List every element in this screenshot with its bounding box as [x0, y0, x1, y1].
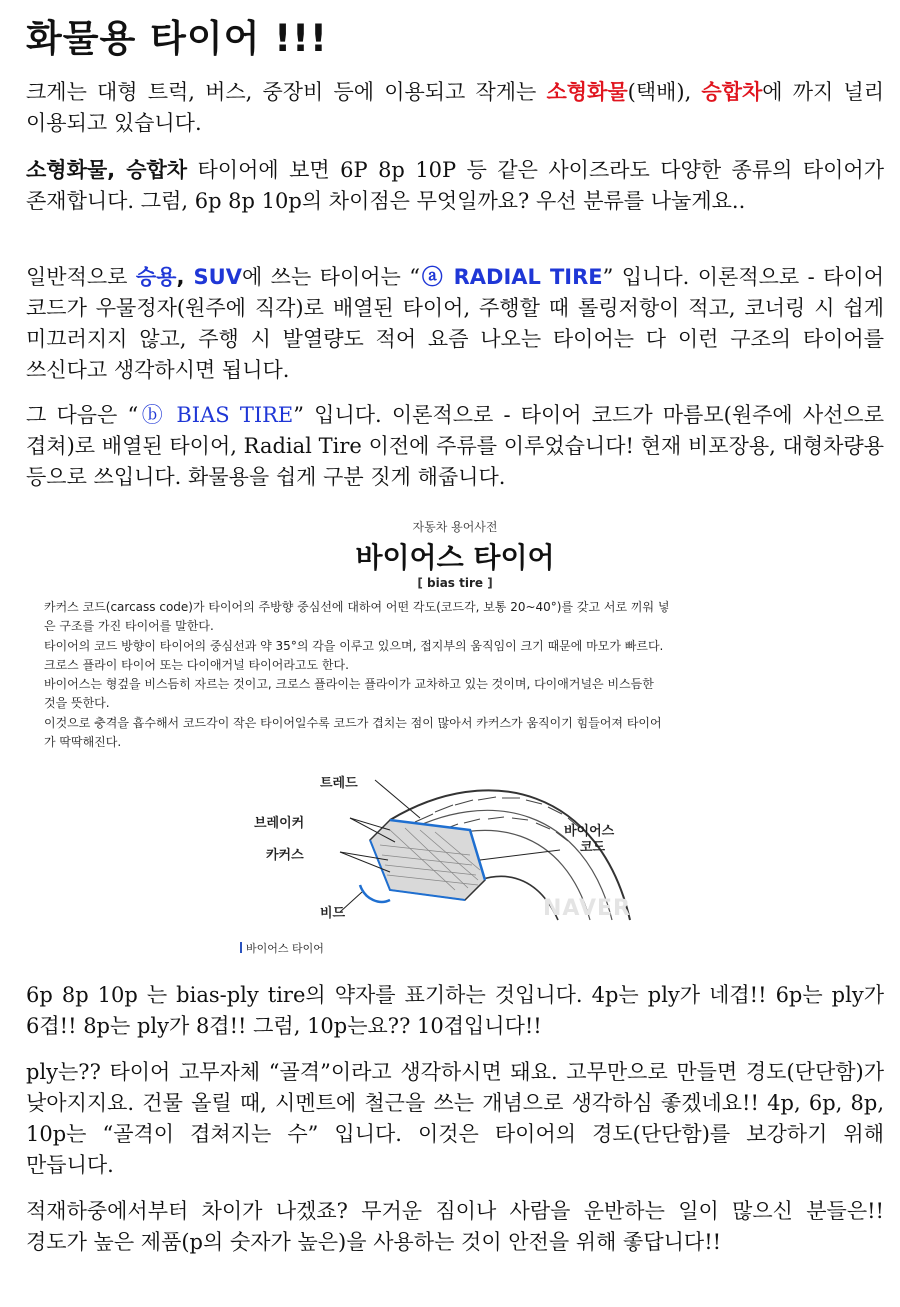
p2-sep: ,: [107, 158, 127, 182]
highlight-small-cargo: 소형화물: [546, 80, 628, 104]
diagram-caption: [240, 940, 324, 956]
paragraph-load-advice: 적재하중에서부터 차이가 나겠죠? 무거운 짐이나 사람을 운반하는 일이 많으신 분들은!! 경도가 높은 제품(p의 숫자가 높은)을 사용하는 것이 안전을 위해 좋답니다!!: [26, 1199, 884, 1254]
label-bead: 비드: [320, 906, 346, 921]
dictionary-line: 바이어스는 형겊을 비스듬히 자르는 것이고, 크로스 플라이는 플라이가 교차하고 있는 것이며, 다이애거널은 비스듬한: [44, 677, 654, 692]
p1-text-post: 에 까지 널리 이용되고 있습니다.: [26, 80, 884, 135]
page-title: 화물용 타이어 !!!: [26, 17, 328, 60]
paragraph-ply-frame: ply는?? 타이어 고무자체 “골격”이라고 생각하시면 돼요. 고무만으로 만들면 경도(단단함)가 낮아지지요. 건물 올릴 때, 시멘트에 철근을 쓰는 개념으로 생각하심 좋겠네요!! 4p, 6p, 8p, 10p는 “골격이 겹쳐지는 수” 입니다. 이것은 타이어의 경도(단단함)를 보강하기 위해 만듭니다.: [26, 1060, 884, 1177]
p3-text-post: ” 입니다. 이론적으로 - 타이어 코드가 우물정자(원주에 직각)로 배열된 타이어, 주행할 때 롤링저항이 적고, 코너링 시 쉽게 미끄러지지 않고, 주행 시 발열량도 적어 요즘 나오는 타이어는 다 이런 구조의 타이어를 쓰신다고 생각하시면 됩니다.: [26, 265, 885, 382]
highlight-suv: SUV: [193, 265, 242, 289]
dictionary-subtitle-text: bias tire: [426, 576, 484, 590]
bold-small-cargo: 소형화물: [26, 158, 108, 182]
p3-text-mid: 에 쓰는 타이어는 “: [241, 265, 420, 289]
dictionary-category: 자동차 용어사전: [412, 520, 498, 534]
p4-text-pre: 그 다음은 “: [26, 403, 139, 427]
p3-sep: ,: [176, 265, 194, 289]
label-bias-cord-1: 바이어스: [564, 824, 615, 839]
dictionary-line: 카커스 코드(carcass code)가 타이어의 주방향 중심선에 대하여 어떤 각도(코드각, 보통 20~40°)를 갖고 서로 끼워 넣: [44, 600, 670, 614]
highlight-radial-tire: ⓐ RADIAL TIRE: [420, 265, 603, 289]
dictionary-line: 크로스 플라이 타이어 또는 다이애거널 타이어라고도 한다.: [44, 657, 349, 672]
paragraph-bias-tire: [26, 400, 884, 493]
caption-bar: [240, 942, 242, 953]
dictionary-title: 바이어스 타이어: [355, 541, 555, 574]
dictionary-line: 것을 뜻한다.: [44, 696, 110, 711]
p2-text-post: 타이어에 보면 6P 8p 10P 등 같은 사이즈라도 다양한 종류의 타이어가 존재합니다. 그럼, 6p 8p 10p의 차이점은 무엇일까요? 우선 분류를 나눌게요..: [26, 158, 884, 213]
naver-watermark: NAVER: [543, 896, 631, 921]
highlight-passenger: 승용: [135, 265, 177, 289]
caption-text: 바이어스 타이어: [246, 942, 324, 955]
dictionary-line: 은 구조를 가진 타이어를 말한다.: [44, 619, 214, 634]
paragraph-intro: [26, 77, 884, 139]
label-breaker: 브레이커: [254, 816, 305, 831]
label-tread: 트레드: [320, 776, 358, 791]
paragraph-radial-tire: [26, 262, 884, 386]
p4-text-post: ” 입니다. 이론적으로 - 타이어 코드가 마름모(원주에 사선으로 겹쳐)로 배열된 타이어, Radial Tire 이전에 주류를 이루었습니다! 현재 비포장용, 대형차량용 등으로 쓰입니다. 화물용을 쉽게 구분 짓게 해줍니다.: [26, 403, 884, 489]
p1-text-mid: (택배),: [627, 80, 702, 104]
dictionary-line: 이것으로 충격을 흡수해서 코드각이 작은 타이어일수록 코드가 겹치는 점이 많아서 카커스가 움직이기 힘들어져 타이어: [44, 715, 662, 730]
p3-text-pre: 일반적으로: [26, 265, 136, 289]
bold-van: 승합차: [126, 158, 188, 182]
dictionary-body: [44, 598, 866, 752]
highlight-van: 승합차: [701, 80, 763, 104]
highlight-bias-tire: ⓑ BIAS TIRE: [138, 403, 294, 427]
paragraph-ply-meaning: 6p 8p 10p 는 bias-ply tire의 약자를 표기하는 것입니다. 4p는 ply가 네겹!! 6p는 ply가 6겹!! 8p는 ply가 8겹!! 그럼, 10p는요?? 10겹입니다!!: [26, 983, 884, 1038]
dictionary-image: [40, 510, 870, 960]
dictionary-subtitle: [ bias tire ]: [417, 576, 493, 590]
paragraph-ply-types: [26, 155, 884, 217]
p1-text-pre: 크게는 대형 트럭, 버스, 중장비 등에 이용되고 작게는: [26, 80, 547, 104]
label-carcass: 카커스: [266, 848, 304, 863]
dictionary-line: 가 딱딱해진다.: [44, 735, 122, 750]
dictionary-line: 타이어의 코드 방향이 타이어의 중심선과 약 35°의 각을 이루고 있으며, 접지부의 움직임이 크기 때문에 마모가 빠르다.: [44, 638, 664, 653]
label-bias-cord-2: 코드: [580, 840, 606, 855]
